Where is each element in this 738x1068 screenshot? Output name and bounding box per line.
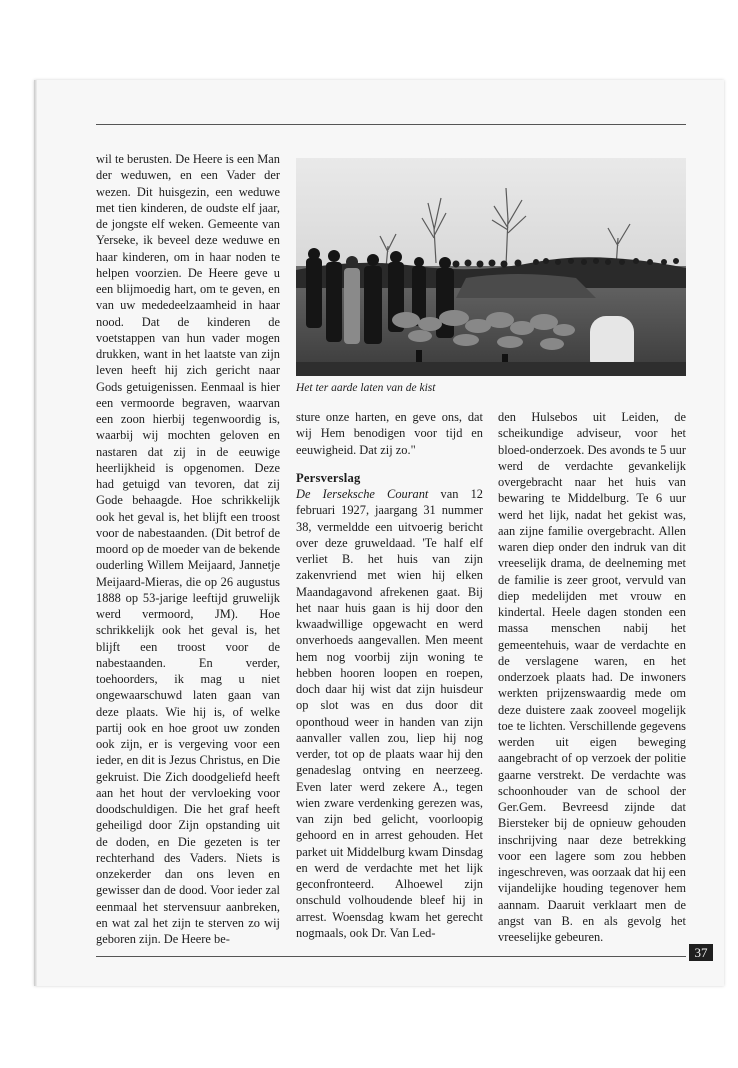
photo-caption: Het ter aarde laten van de kist <box>296 382 436 394</box>
column-2-intro: sture onze harten, en geve ons, dat wij Hem benodigen voor tijd en eeuwigheid. Dat zij zo." <box>296 410 483 457</box>
bottom-rule <box>96 956 686 957</box>
column-1-text: wil te berusten. De Heere is een Man der weduwen, en een Vader der wezen. Dit huisgezin, een weduwe met tien kinderen, de oudste elf jaar, de jongste elf weken. Gemeente van Yerseke, ik beveel deze weduwe en haar kinderen, om in haar noden te helpen voorzien. De Heere geve u een blijmoedig hart, om te geven, en van uw mededeelzaamheid in haar nood. Dat de kinderen de voetstappen van hun vader mogen drukken, want in het laatste van zijn leven heeft hij zich gericht naar Gods getuigenissen. Eenmaal is hier een vermoorde begraven, waarvan een zoon hierbij tegenwoordig is, waarbij wij mochten geloven en nastaren dat zij in de eeuwige heerlijkheid is opgenomen. Deze had getuigd van tevoren, dat zij Gode behaagde. Hoe schrikkelijk ook het geval is, het blijft een troost voor de nabestaanden. (Dit betrof de moord op de moeder van de bekende ouderling Willem Meijaard, Jannetje Meijaard-Mieras, die op 26 augustus 1888 op 53-jarige leeftijd gruwelijk werd vermoord, JM). Hoe schrikkelijk ook het geval is, het blijft een troost voor de nabestaanden. En verder, toehoorders, ik mag u niet ongewaarschuwd laten gaan van deze plaats. Wie hij is, of welke partij ook en hoe groot uw zonden ook zijn, er is vergeving voor een ieder, en dit is Jezus Christus, en Die gekruist. Die Zich doodgeliefd heeft aan het hout der vervloeking voor doodschuldigen. Die het graf heeft geheiligd door Zijn opstanding uit de doden, en Die gezeten is ter rechterhand des Vaders. Niets is onzekerder dan ons leven en gewisser dan de dood. Voor ieder zal eenmaal het stervensuur aanbreken, en wat zal het zijn te sterven zo wij geboren zijn. De Heere be- <box>96 152 280 946</box>
column-3-text: den Hulsebos uit Leiden, de scheikundige adviseur, voor het bloed-onderzoek. Des avonds te 5 uur werd de verdachte gevankelijk overgebracht naar het huis van bewaring te Middelburg. Te 6 uur werd het lijk, nadat het gekist was, aan zijne familie overgebracht. Allen waren diep onder den indruk van dit vreeselijk drama, de deelneming met de familie is zeer groot, vervuld van diep medelijden met vrouw en kindertal. Heele dagen stonden een massa menschen nabij het gemeentehuis, waar de verdachte en de verslagene waren, en het onderzoek plaats had. De inwoners werkten prijzenswaardig mede om deze duistere zaak zooveel mogelijk toe te lichten. Verschillende gegevens werden uit eigen beweging aangebracht of op verzoek der politie gaarne verstrekt. De verdachte was schoonhouder van de school der Ger.Gem. Bevreesd zijnde dat Biersteker bij de opnieuw gehouden inschrijving naar deze betrekking voor een lagere som zou hebben ingeschreven, was oorzaak dat hij een vijandelijke houding tegenover hem aannam. Daaruit verklaart men de angst van B. en als gevolg het vreeselijke gebeuren. <box>498 410 686 944</box>
funeral-photo <box>296 158 686 376</box>
page-spine <box>34 80 37 986</box>
text-column-1 <box>96 151 280 947</box>
column-2-body-text: van 12 februari 1927, jaargang 31 nummer 38, vermeldde een uitvoerig bericht over deze gruweldaad. 'Te half elf verliet B. het huis van zijn zakenvriend met wien hij elken Maandagavond afrekenen gaat. Bij het naar huis gaan is hij door den kwaadwillige opgewacht en werd onverhoeds aangevallen. Men meent hem nog voorbij zijn woning te hebben hooren loopen en roepen, doch daar hij wist dat zijn huisdeur op slot was en dus door dit oponthoud weer in handen van zijn aanvaller vallen zou, liep hij nog verder, tot op de plaats waar hij den genadeslag ontving en neerzeeg. Even later werd zekere A., tegen wien zware verdenking gerezen was, van zijn bed gelicht, voorloopig gehoord en in arrest gehouden. Het parket uit Middelburg kwam Dinsdag en werd de verdachte met het lijk geconfronteerd. Alhoewel zijn onschuld volhoudende bleef hij in arrest. Woensdag kwam het gerecht nogmaals, ook Dr. Van Led- <box>296 487 483 940</box>
newspaper-name: De Ierseksche Courant <box>296 487 429 501</box>
page-number: 37 <box>689 944 713 961</box>
text-column-3 <box>498 409 686 945</box>
top-rule <box>96 124 686 125</box>
funeral-photo-image <box>296 158 686 376</box>
text-column-2 <box>296 409 483 941</box>
column-2-body <box>296 486 483 941</box>
section-heading: Persverslag <box>296 470 361 485</box>
